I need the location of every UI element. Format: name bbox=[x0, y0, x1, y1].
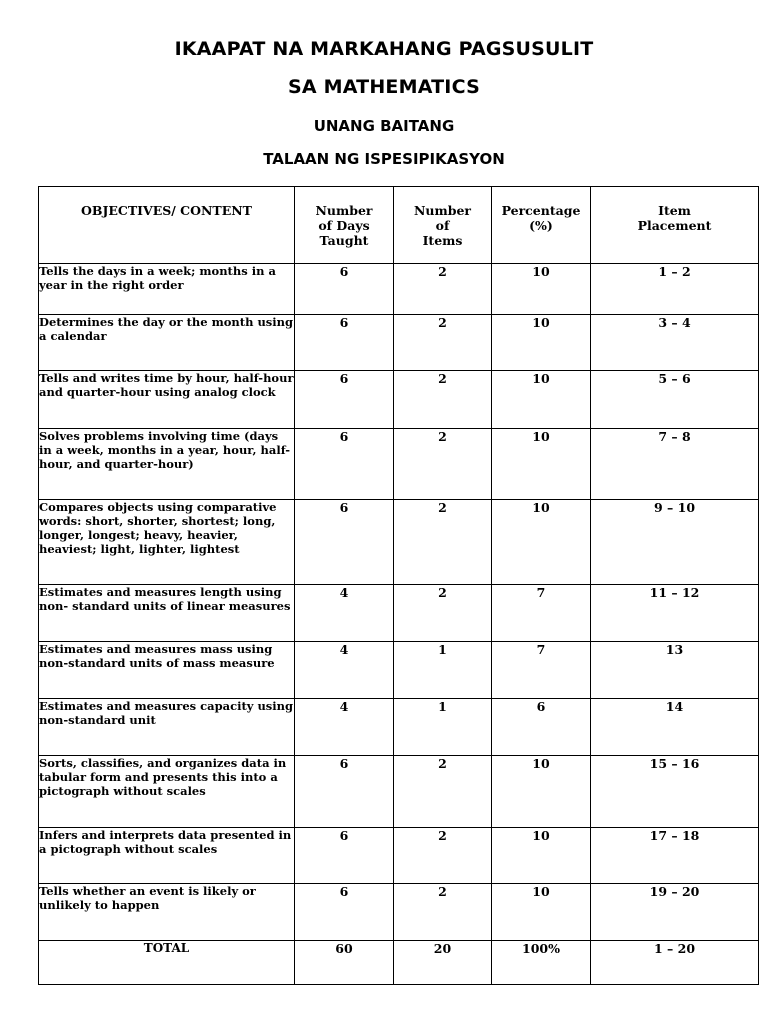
percentage-cell: 10 bbox=[492, 884, 591, 941]
table-row bbox=[39, 642, 759, 699]
table-row bbox=[39, 585, 759, 642]
header-objectives: OBJECTIVES/ CONTENT bbox=[39, 187, 295, 264]
table-row bbox=[39, 264, 759, 315]
header-placement-line: Placement bbox=[637, 218, 712, 233]
objective-cell: Solves problems involving time (days in a week, months in a year, hour, half-hour, and quarter-hour) bbox=[39, 429, 295, 500]
objective-cell: Determines the day or the month using a calendar bbox=[39, 315, 295, 371]
header-percentage-line: Percentage bbox=[501, 203, 581, 218]
table-row bbox=[39, 315, 759, 371]
header-items-line: Items bbox=[422, 233, 463, 248]
objective-cell: Compares objects using comparative words: short, shorter, shortest; long, longer, longest; heavy, heavier, heaviest; light, lighter, lightest bbox=[39, 500, 295, 585]
days-cell: 6 bbox=[295, 371, 394, 429]
days-cell: 4 bbox=[295, 642, 394, 699]
placement-cell: 7 – 8 bbox=[591, 429, 759, 500]
placement-cell: 14 bbox=[591, 699, 759, 756]
total-row bbox=[39, 941, 759, 985]
objective-cell: Tells whether an event is likely or unlikely to happen bbox=[39, 884, 295, 941]
items-cell: 2 bbox=[394, 371, 492, 429]
days-cell: 6 bbox=[295, 756, 394, 828]
objective-cell: Estimates and measures length using non- standard units of linear measures bbox=[39, 585, 295, 642]
items-cell: 1 bbox=[394, 699, 492, 756]
days-cell: 6 bbox=[295, 315, 394, 371]
items-cell: 2 bbox=[394, 756, 492, 828]
items-cell: 2 bbox=[394, 884, 492, 941]
header-percentage bbox=[492, 187, 591, 264]
percentage-cell: 6 bbox=[492, 699, 591, 756]
objective-cell: Sorts, classifies, and organizes data in tabular form and presents this into a pictograph without scales bbox=[39, 756, 295, 828]
items-cell: 2 bbox=[394, 429, 492, 500]
placement-cell: 5 – 6 bbox=[591, 371, 759, 429]
placement-cell: 1 – 2 bbox=[591, 264, 759, 315]
header-items-line: of bbox=[435, 218, 450, 233]
header-number-of-items bbox=[394, 187, 492, 264]
total-percentage: 100% bbox=[492, 941, 591, 985]
document-title: IKAAPAT NA MARKAHANG PAGSUSULIT bbox=[174, 38, 594, 60]
percentage-cell: 10 bbox=[492, 264, 591, 315]
document-subject: SA MATHEMATICS bbox=[288, 76, 480, 98]
percentage-cell: 10 bbox=[492, 500, 591, 585]
percentage-cell: 10 bbox=[492, 828, 591, 884]
table-row bbox=[39, 500, 759, 585]
items-cell: 2 bbox=[394, 585, 492, 642]
days-cell: 6 bbox=[295, 884, 394, 941]
percentage-cell: 7 bbox=[492, 585, 591, 642]
items-cell: 2 bbox=[394, 315, 492, 371]
percentage-cell: 7 bbox=[492, 642, 591, 699]
header-days-line: Number bbox=[315, 203, 373, 218]
days-cell: 6 bbox=[295, 828, 394, 884]
objective-cell: Infers and interprets data presented in a pictograph without scales bbox=[39, 828, 295, 884]
header-days-line: Taught bbox=[319, 233, 369, 248]
days-cell: 4 bbox=[295, 699, 394, 756]
objective-cell: Estimates and measures mass using non-standard units of mass measure bbox=[39, 642, 295, 699]
table-row bbox=[39, 884, 759, 941]
placement-cell: 3 – 4 bbox=[591, 315, 759, 371]
days-cell: 4 bbox=[295, 585, 394, 642]
table-row bbox=[39, 828, 759, 884]
total-label: TOTAL bbox=[39, 941, 295, 985]
days-cell: 6 bbox=[295, 500, 394, 585]
days-cell: 6 bbox=[295, 264, 394, 315]
header-days-taught bbox=[295, 187, 394, 264]
objective-cell: Tells and writes time by hour, half-hour and quarter-hour using analog clock bbox=[39, 371, 295, 429]
percentage-cell: 10 bbox=[492, 315, 591, 371]
objective-cell: Tells the days in a week; months in a year in the right order bbox=[39, 264, 295, 315]
grade-level: UNANG BAITANG bbox=[313, 117, 455, 135]
header-items-line: Number bbox=[413, 203, 472, 218]
percentage-cell: 10 bbox=[492, 429, 591, 500]
total-days: 60 bbox=[295, 941, 394, 985]
placement-cell: 15 – 16 bbox=[591, 756, 759, 828]
table-header-row bbox=[39, 187, 759, 264]
items-cell: 2 bbox=[394, 500, 492, 585]
days-cell: 6 bbox=[295, 429, 394, 500]
items-cell: 2 bbox=[394, 264, 492, 315]
specification-table bbox=[38, 186, 759, 985]
table-caption: TALAAN NG ISPESIPIKASYON bbox=[263, 150, 505, 168]
placement-cell: 17 – 18 bbox=[591, 828, 759, 884]
header-days-line: of Days bbox=[318, 218, 370, 233]
header-percentage-line: (%) bbox=[529, 218, 553, 233]
percentage-cell: 10 bbox=[492, 371, 591, 429]
header-placement-line: Item bbox=[658, 203, 691, 218]
placement-cell: 11 – 12 bbox=[591, 585, 759, 642]
table-row bbox=[39, 429, 759, 500]
total-items: 20 bbox=[394, 941, 492, 985]
table-row bbox=[39, 371, 759, 429]
placement-cell: 13 bbox=[591, 642, 759, 699]
placement-cell: 9 – 10 bbox=[591, 500, 759, 585]
items-cell: 2 bbox=[394, 828, 492, 884]
items-cell: 1 bbox=[394, 642, 492, 699]
table-row bbox=[39, 756, 759, 828]
table-row bbox=[39, 699, 759, 756]
placement-cell: 19 – 20 bbox=[591, 884, 759, 941]
percentage-cell: 10 bbox=[492, 756, 591, 828]
objective-cell: Estimates and measures capacity using non-standard unit bbox=[39, 699, 295, 756]
total-placement: 1 – 20 bbox=[591, 941, 759, 985]
header-item-placement bbox=[591, 187, 759, 264]
